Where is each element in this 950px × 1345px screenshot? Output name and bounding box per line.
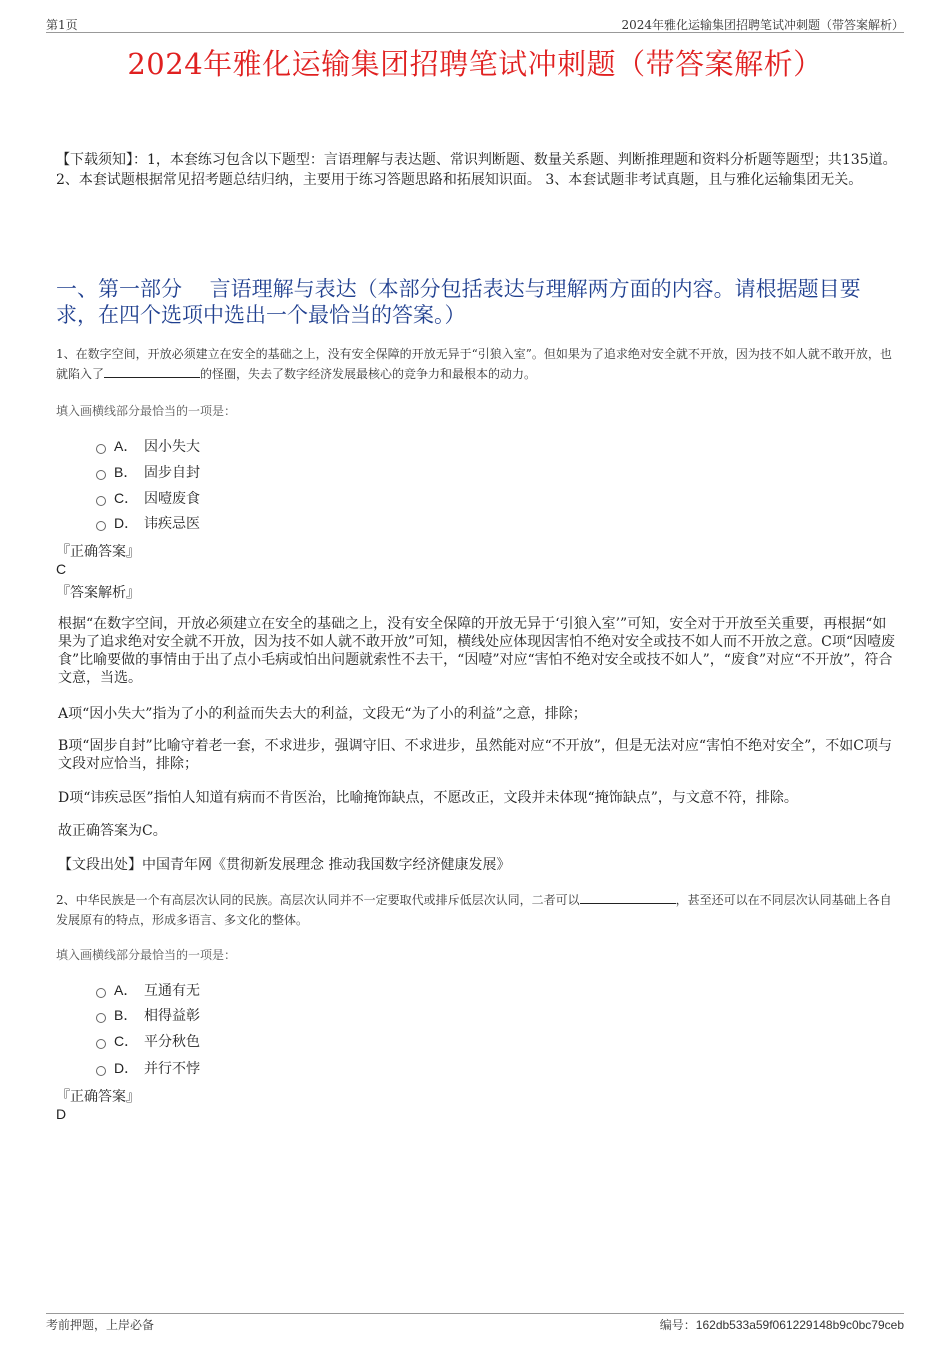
q1-analysis-paragraph: D项“讳疾忌医”指怕人知道有病而不肯医治，比喻掩饰缺点，不愿改正，文段并未体现“掩饰缺点”，与文意不符，排除。 <box>58 790 798 806</box>
radio-icon[interactable] <box>96 470 106 480</box>
radio-icon[interactable] <box>96 496 106 506</box>
question-2-text: 2、中华民族是一个有高层次认同的民族。高层次认同并不一定要取代或排斥低层次认同，二者可以 ，甚至还可以在不同层次认同基础上各自发展原有的特点，形成多语言、多文化的整体。 <box>56 893 892 927</box>
question-2-prompt: 填入画横线部分最恰当的一项是： <box>56 948 237 962</box>
q2-answer-label: 『正确答案』 <box>56 1089 140 1105</box>
radio-icon[interactable] <box>96 444 106 454</box>
radio-icon[interactable] <box>96 1066 106 1076</box>
q1-analysis-paragraph: A项“因小失大”指为了小的利益而失去大的利益，文段无“为了小的利益”之意，排除； <box>58 706 587 722</box>
q2-option-a[interactable]: A． 互通有无 <box>96 980 200 1000</box>
q1-analysis-paragraph: 故正确答案为C。 <box>58 823 167 839</box>
q2-answer: D <box>56 1106 67 1122</box>
question-1-text: 1、在数字空间，开放必须建立在安全的基础之上，没有安全保障的开放无异于“引狼入室”。但如果为了追求绝对安全就不开放，因为技不如人就不敢开放，也就陷入了 的怪圈，失去了数字经济发展最核心的竞争力和最根本的动力。 <box>56 347 892 381</box>
q1-option-b[interactable]: B． 固步自封 <box>96 462 200 482</box>
footer-slogan: 考前押题，上岸必备 <box>46 1318 155 1332</box>
q1-analysis-paragraph: B项“固步自封”比喻守着老一套，不求进步，强调守旧、不求进步，虽然能对应“不开放”，但是无法对应“害怕不绝对安全”，不如C项与文段对应恰当，排除； <box>58 738 892 772</box>
page-number: 第1页 <box>46 18 78 32</box>
q1-option-a[interactable]: A． 因小失大 <box>96 436 200 456</box>
fill-blank <box>104 365 200 378</box>
q1-source: 【文段出处】中国青年网《贯彻新发展理念 推动我国数字经济健康发展》 <box>58 857 511 873</box>
q2-option-c[interactable]: C． 平分秋色 <box>96 1031 200 1051</box>
footer-code: 编号：162db533a59f061229148b9c0bc79ceb <box>659 1318 904 1332</box>
download-notice: 【下载须知】：1，本套练习包含以下题型：言语理解与表达题、常识判断题、数量关系题、判断推理题和资料分析题等题型；共135道。 2、本套试题根据常见招考题总结归纳，主要用于练习答题思路和拓展知识面。 3、本套试题非考试真题，且与雅化运输集团无关。 <box>56 152 897 188</box>
q1-option-d[interactable]: D． 讳疾忌医 <box>96 513 200 533</box>
q1-answer-label: 『正确答案』 <box>56 544 140 560</box>
section-heading: 一、第一部分 言语理解与表达（本部分包括表达与理解两方面的内容。请根据题目要求，在四个选项中选出一个最恰当的答案。） <box>56 277 861 327</box>
radio-icon[interactable] <box>96 521 106 531</box>
question-1-prompt: 填入画横线部分最恰当的一项是： <box>56 404 237 418</box>
q1-option-c[interactable]: C． 因噎废食 <box>96 488 200 508</box>
header-doc-title: 2024年雅化运输集团招聘笔试冲刺题（带答案解析） <box>621 18 904 32</box>
q1-answer: C <box>56 561 67 577</box>
fill-blank <box>580 891 676 904</box>
q1-analysis-paragraph: 根据“在数字空间，开放必须建立在安全的基础之上，没有安全保障的开放无异于‘引狼入室’”可知，安全对于开放至关重要，再根据“如果为了追求绝对安全就不开放，因为技不如人就不敢开放”可知，横线处应体现因害怕不绝对安全或技不如人而不开放之意。C项“因噎废食”比喻要做的事情由于出了点小毛病或怕出问题就索性不去干，“因噎”对应“害怕不绝对安全或技不如人”，“废食”对应“不开放”，符合文意，当选。 <box>58 616 896 686</box>
q2-option-b[interactable]: B． 相得益彰 <box>96 1005 200 1025</box>
page-footer <box>46 1313 904 1332</box>
q1-analysis-label: 『答案解析』 <box>56 585 140 601</box>
radio-icon[interactable] <box>96 988 106 998</box>
radio-icon[interactable] <box>96 1039 106 1049</box>
radio-icon[interactable] <box>96 1013 106 1023</box>
q2-option-d[interactable]: D． 并行不悖 <box>96 1058 200 1078</box>
document-title: 2024年雅化运输集团招聘笔试冲刺题（带答案解析） <box>127 47 823 81</box>
page-header <box>46 14 904 33</box>
